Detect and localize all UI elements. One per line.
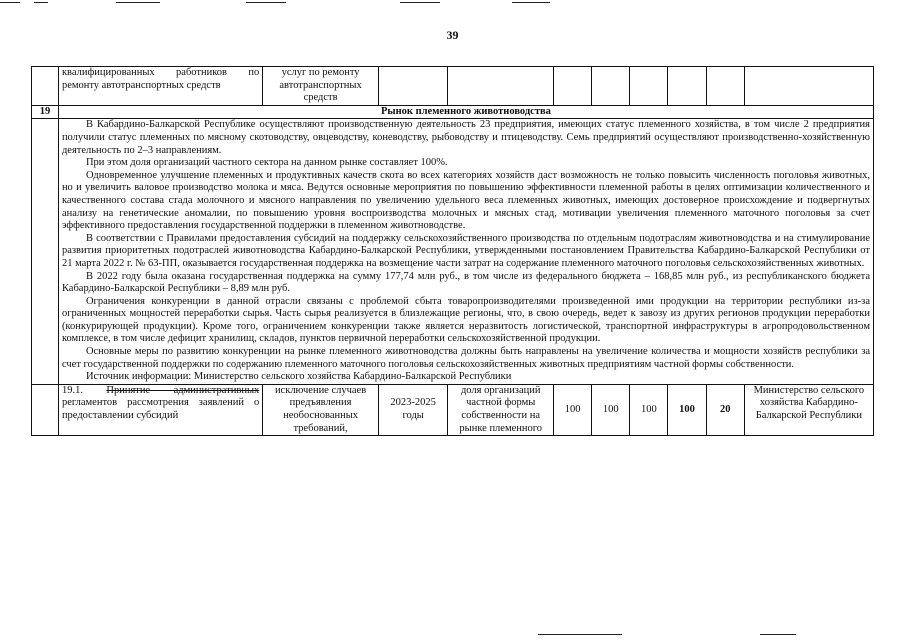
carry-cell-a: квалифицированных работников по ремонту автотранспортных средств (58, 67, 262, 106)
empty-cell (32, 119, 59, 384)
empty-cell (32, 384, 59, 435)
measure-row (32, 384, 874, 435)
indicator-value: 100 (553, 384, 591, 435)
empty-cell (32, 67, 59, 106)
empty-cell (706, 67, 744, 106)
carry-cell-b: услуг по ремонту автотранспортных средств (263, 67, 379, 106)
paragraph: Ограничения конкуренции в данной отрасли связаны с проблемой сбыта товаропроизводителями произведенной ими продукции на территории республики из-за ограниченных мощностей переработки сырья. Часть сырья реализуется в близлежащие регионы, что, в свою очередь, ведет к завозу из других регионов продукции переработки (конкурирующей продукции). Кроме того, ограничением конкуренции также является неразвитость логистической, транспортной инфраструктуры в агропродовольственном комплексе, в том числе дефицит хранилищ, складов, пунктов первичной переработки сельскохозяйственной продукции. (61, 295, 870, 345)
paragraph: Одновременное улучшение племенных и продуктивных качеств скота во всех категориях хозяйств даст возможность не только повысить численность поголовья животных, но и увеличить валовое производство молока и мяса. Ведутся основные мероприятия по повышению эффективности племенной работы в целях оптимизации количественного и качественного состава стада молочного и мясного направления по увеличению удельного веса племенных животных, имеющих достоверное происхождение и подвергнутых анализу на генетические аномалии, по повышению уровня воспроизводства молочных и мясных стад, мотивации увеличения племенного маточного поголовья за счет эффективного предоставления государственной поддержки в племенном животноводстве. (61, 169, 870, 232)
scan-artifact-bottom-1 (538, 634, 622, 635)
section-header-row (32, 105, 874, 119)
empty-cell (553, 67, 591, 106)
scan-artifact-top-6 (512, 2, 550, 3)
empty-cell (378, 67, 448, 106)
measure-text: регламентов рассмотрения заявлений о предоставлении субсидий (61, 397, 260, 422)
indicator-value: 100 (592, 384, 630, 435)
measure-number: 19.1. (61, 384, 83, 396)
measure-period: 2023-2025 годы (378, 384, 448, 435)
empty-cell (668, 67, 706, 106)
struck-text: Принятие административных (106, 384, 260, 396)
indicator-value: 20 (706, 384, 744, 435)
empty-cell (448, 67, 554, 106)
indicator-value: 100 (668, 384, 706, 435)
section-number: 19 (32, 105, 59, 119)
empty-cell (744, 67, 873, 106)
scan-artifact-top-4 (246, 2, 286, 3)
measure-indicator: доля организаций частной формы собственности на рынке племенного (448, 384, 554, 435)
scan-artifact-top-3 (116, 2, 160, 3)
scan-artifact-top-2 (34, 2, 48, 3)
table-row-continuation (32, 67, 874, 106)
empty-cell (630, 67, 668, 106)
empty-cell (592, 67, 630, 106)
paragraph: В соответствии с Правилами предоставления субсидий на поддержку сельскохозяйственного производства по отдельным подотраслям животноводства и на стимулирование развития приоритетных подотраслей животноводства Кабардино-Балкарской Республики, утвержденными постановлением Правительства Кабардино-Балкарской Республики от 21 марта 2022 г. № 63-ПП, оказывается государственная поддержка на возмещение части затрат на содержание племенного маточного поголовья сельскохозяйственных животных. (61, 232, 870, 269)
responsible-executor: Министерство сельского хозяйства Кабардино-Балкарской Республики (744, 384, 873, 435)
scan-artifact-top-1 (0, 2, 20, 3)
competition-measures-table (31, 66, 874, 436)
section-title: Рынок племенного животноводства (58, 105, 873, 119)
page-number: 39 (446, 28, 459, 42)
paragraph: При этом доля организаций частного сектора на данном рынке составляет 100%. (85, 157, 448, 169)
indicator-value: 100 (630, 384, 668, 435)
measure-goal: исключение случаев предъявления необоснованных требований, (263, 384, 379, 435)
section-body-row (32, 119, 874, 384)
scan-artifact-top-5 (400, 2, 440, 3)
measure-description (58, 384, 262, 435)
section-text (58, 119, 873, 384)
scan-artifact-bottom-2 (760, 634, 796, 635)
source-note: Источник информации: Министерство сельского хозяйства Кабардино-Балкарской Республики (85, 371, 512, 383)
paragraph: В 2022 году была оказана государственная поддержка на сумму 177,74 млн руб., в том числе из федерального бюджета – 168,85 млн руб., из республиканского бюджета Кабардино-Балкарской Республики – 8,89 млн руб. (61, 270, 870, 295)
paragraph: В Кабардино-Балкарской Республике осуществляют производственную деятельность 23 предприятия, имеющих статус племенного хозяйства, в том числе 2 предприятия получили статус племенных по мясному скотоводству, овцеводству, коневодству, рыбоводству и птицеводству. Семь предприятий осуществляют производственно-хозяйственную деятельность по 2–3 направлениям. (61, 119, 870, 156)
paragraph: Основные меры по развитию конкуренции на рынке племенного животноводства должны быть направлены на увеличение количества и мощности хозяйств республики за счет государственной поддержки по содержанию племенного маточного поголовья сельскохозяйственных животных предприятиям частной формы собственности. (61, 346, 870, 370)
